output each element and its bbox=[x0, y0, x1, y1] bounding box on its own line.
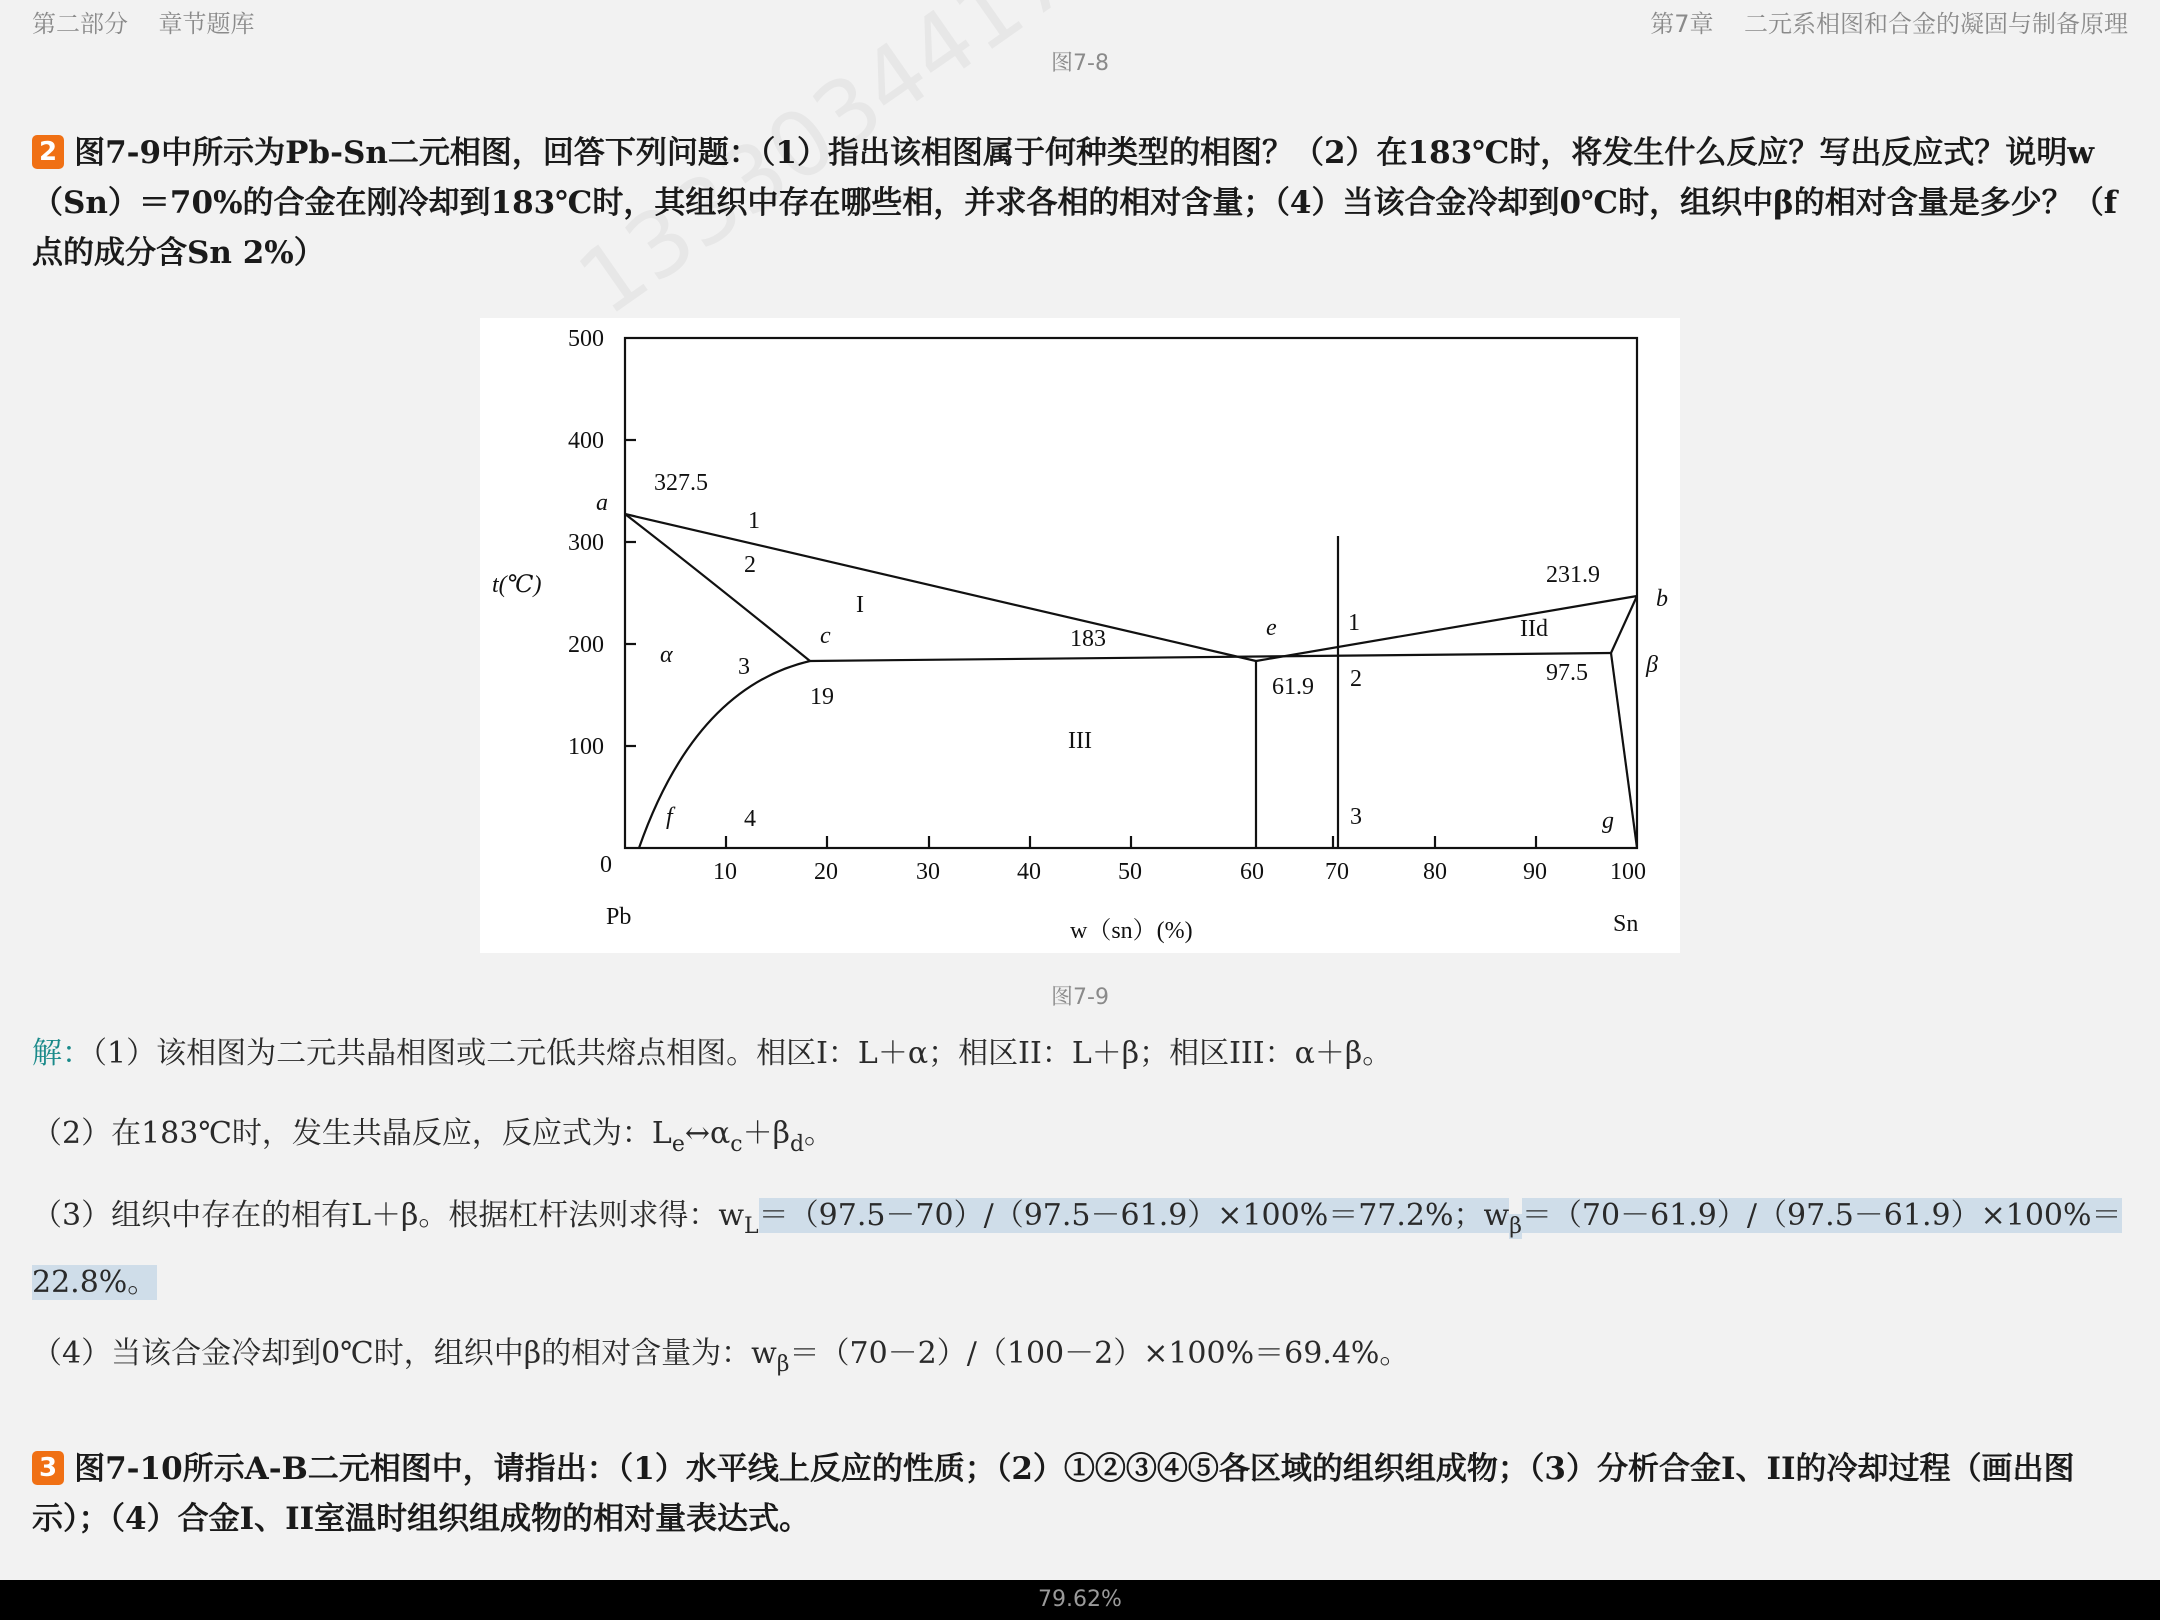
header-part-label: 第二部分 章节题库 bbox=[32, 10, 255, 38]
eutectic-temp: 183 bbox=[1070, 626, 1106, 652]
x-axis-label: w（sn）(%) bbox=[1070, 918, 1193, 944]
c-composition: 19 bbox=[810, 684, 834, 710]
header-chapter-title: 第7章 二元系相图和合金的凝固与制备原理 bbox=[1650, 10, 2128, 38]
region-3-label: III bbox=[1068, 728, 1092, 754]
y-tick-label: 500 bbox=[568, 326, 604, 352]
question-2-text: 图7-9中所示为Pb-Sn二元相图，回答下列问题：（1）指出该相图属于何种类型的相图？（2）在183℃时，将发生什么反应？写出反应式？说明w（Sn）＝70%的合金在刚冷却到183℃时，其组织中存在哪些相，并求各相的相对含量；（4）当该合金冷却到0℃时，组织中β的相对含量是多少？（f点的成分含Sn 2%） bbox=[32, 135, 2118, 271]
highlighted-text: ＝（70－61.9）/（97.5－61.9）×100%＝22.8%。 bbox=[32, 1198, 2122, 1300]
point-e-label: e bbox=[1266, 615, 1277, 641]
curve-3-label: 3 bbox=[738, 654, 750, 680]
alloy-point-2-label: 2 bbox=[1350, 666, 1362, 692]
point-b-label: b bbox=[1656, 586, 1668, 612]
pb-label: Pb bbox=[606, 904, 632, 930]
x-tick-label: 20 bbox=[814, 859, 838, 885]
x-tick-label: 50 bbox=[1118, 859, 1142, 885]
x-tick-label: 10 bbox=[713, 859, 737, 885]
x-tick-label: 80 bbox=[1423, 859, 1447, 885]
y-axis-label: t(℃) bbox=[492, 572, 542, 598]
question-3 bbox=[32, 1444, 2128, 1544]
zoom-status-bar bbox=[0, 1580, 2160, 1620]
y-tick-label: 0 bbox=[600, 852, 612, 878]
region-1-label: I bbox=[856, 592, 864, 618]
y-tick-label: 100 bbox=[568, 734, 604, 760]
sn-melting-temp: 231.9 bbox=[1546, 562, 1600, 588]
figure-7-9-caption: 图7-9 bbox=[1051, 985, 1109, 1010]
region-2-label: IId bbox=[1520, 616, 1548, 642]
e-composition: 61.9 bbox=[1272, 674, 1314, 700]
sn-label: Sn bbox=[1613, 911, 1639, 937]
point-f-label: f bbox=[666, 804, 673, 830]
question-2 bbox=[32, 128, 2128, 278]
x-tick-label: 30 bbox=[916, 859, 940, 885]
point-g-label: g bbox=[1602, 808, 1614, 834]
alpha-label: α bbox=[660, 642, 673, 668]
highlighted-text: ＝（97.5－70）/（97.5－61.9）×100%＝77.2%；w bbox=[758, 1198, 1510, 1233]
curve-4-label: 4 bbox=[744, 806, 756, 832]
beta-label: β bbox=[1646, 652, 1658, 678]
solution-label: 解 bbox=[32, 1036, 62, 1071]
x-tick-label: 90 bbox=[1523, 859, 1547, 885]
question-number-badge: 2 bbox=[32, 135, 64, 169]
point-c-label: c bbox=[820, 623, 831, 649]
x-tick-label: 40 bbox=[1017, 859, 1041, 885]
x-tick-label: 100 bbox=[1610, 859, 1646, 885]
phase-diagram-figure bbox=[480, 318, 1680, 953]
x-tick-label: 60 bbox=[1240, 859, 1264, 885]
zoom-level: 79.62% bbox=[1038, 1587, 1122, 1612]
curve-2-label: 2 bbox=[744, 552, 756, 578]
y-tick-label: 300 bbox=[568, 530, 604, 556]
answer-part-4: （4）当该合金冷却到0℃时，组织中β的相对含量为：$w_\beta=(70-2)/(100-2)\times 100\%=69.4\%$。 bbox=[32, 1336, 1410, 1377]
x-tick-label: 70 bbox=[1325, 859, 1349, 885]
d-composition: 97.5 bbox=[1546, 660, 1588, 686]
curve-1-label: 1 bbox=[748, 508, 760, 534]
y-tick-label: 200 bbox=[568, 632, 604, 658]
answer-part-1: 解：（1）该相图为二元共晶相图或二元低共熔点相图。相区I：L＋α；相区II：L＋β；相区III：α＋β。 bbox=[32, 1036, 1393, 1071]
alloy-point-3-label: 3 bbox=[1350, 804, 1362, 830]
answer-part-2: （2）在183℃时，发生共晶反应，反应式为：$L_e\leftrightarrow\alpha_c+\beta_d$。 bbox=[32, 1116, 835, 1157]
question-3-text: 图7-10所示A-B二元相图中，请指出：（1）水平线上反应的性质；（2）①②③④⑤各区域的组织组成物；（3）分析合金I、II的冷却过程（画出图示）；（4）合金I、II室温时组织组成物的相对量表达式。 bbox=[32, 1451, 2075, 1537]
alloy-point-1-label: 1 bbox=[1348, 610, 1360, 636]
point-a-label: a bbox=[596, 490, 608, 516]
question-number-badge: 3 bbox=[32, 1451, 64, 1485]
answer-part-3: （3）组织中存在的相有L＋β。根据杠杆法则求得：$w_L=(97.5-70)/(97.5-61.9)\times 100\%=77.2\%$；$w_\beta=(70-61.9)/(97.5-61.9)\times 100\%=22.8\%$。 bbox=[32, 1198, 2122, 1300]
y-tick-label: 400 bbox=[568, 428, 604, 454]
figure-7-8-caption: 图7-8 bbox=[1051, 51, 1109, 76]
pb-melting-temp: 327.5 bbox=[654, 470, 708, 496]
